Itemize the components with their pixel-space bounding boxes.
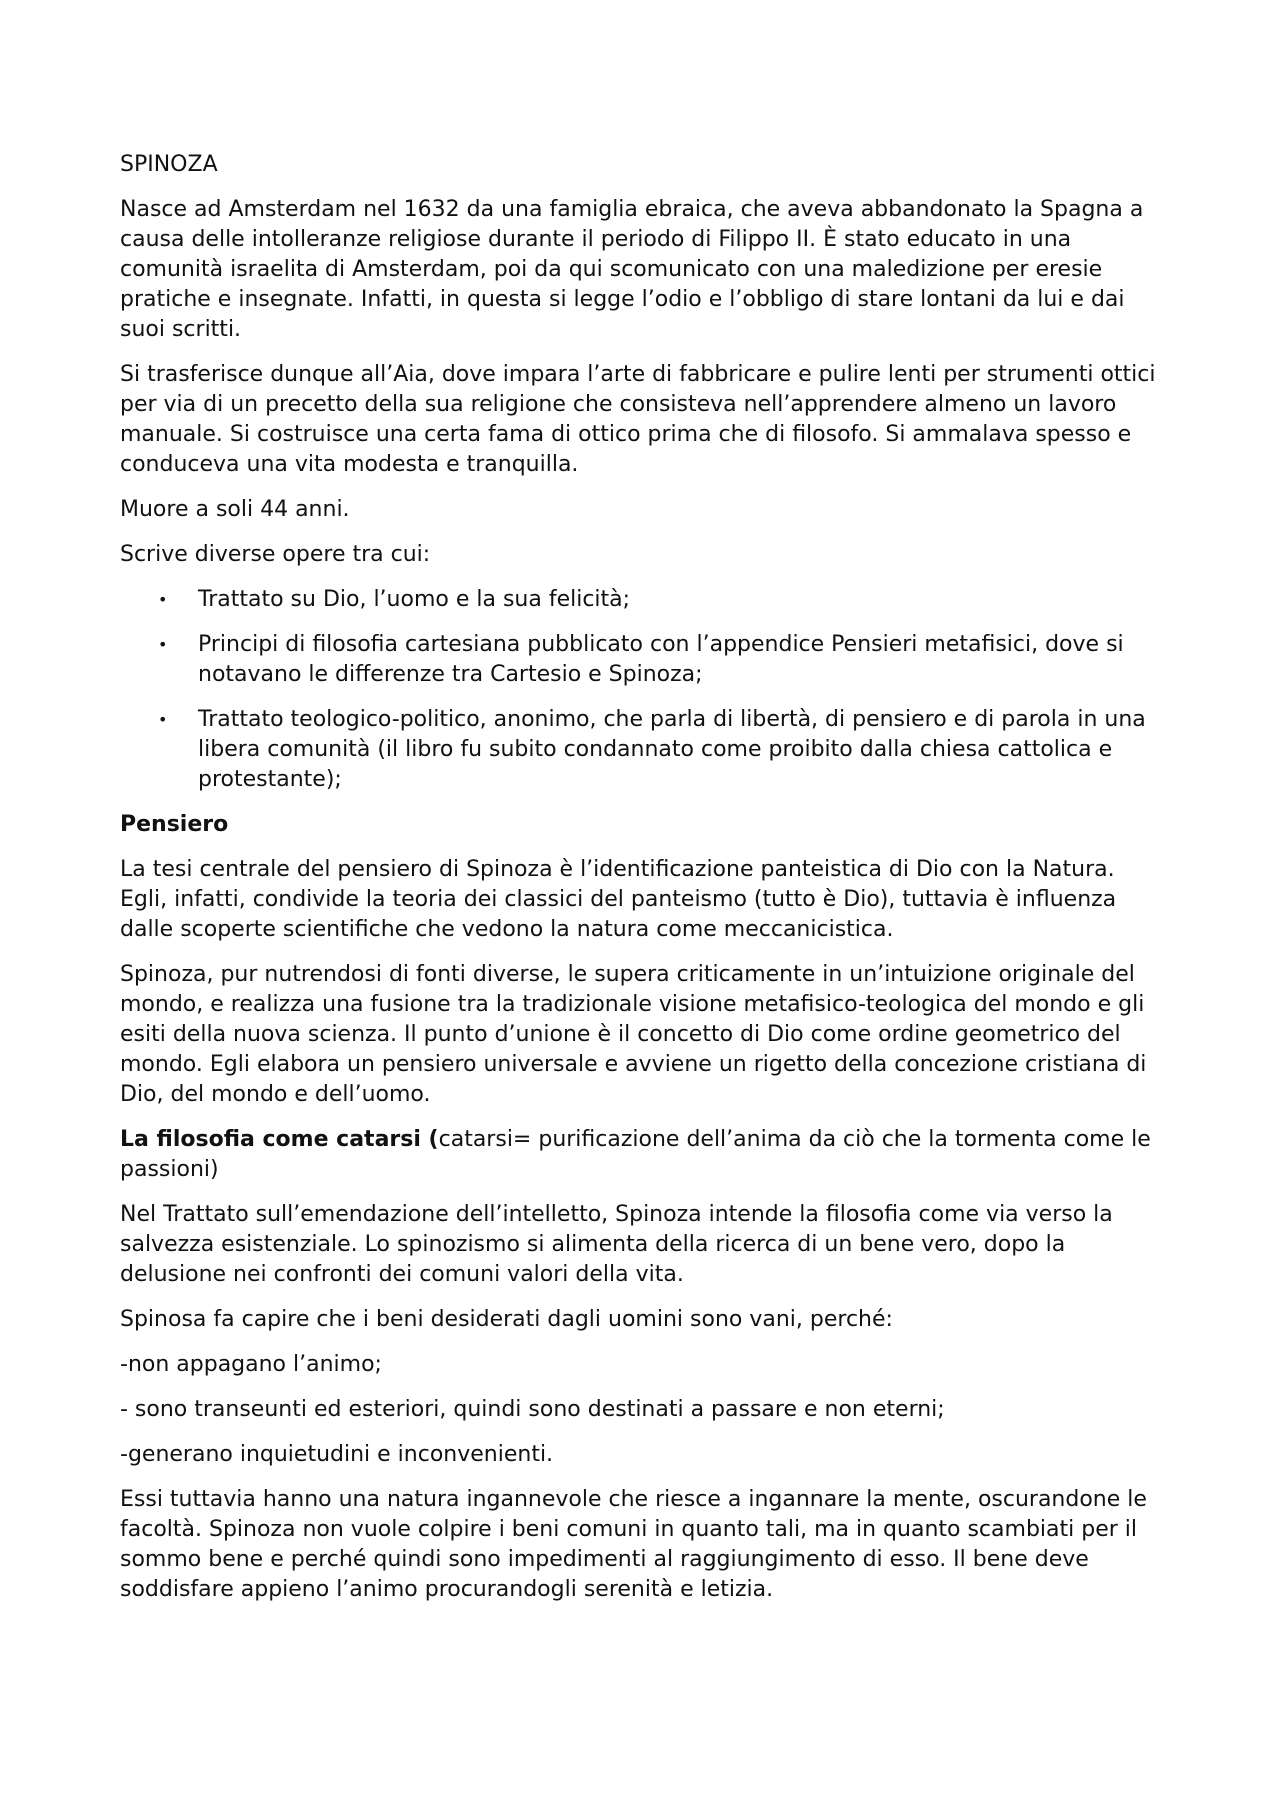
paragraph-catarsi-1: Nel Trattato sull’emendazione dell’intelletto, Spinoza intende la filosofia come via verso la salvezza esistenziale. Lo spinozismo si alimenta della ricerca di un bene vero, dopo la delusione nei confronti dei comuni valori della vita. (120, 1202, 1113, 1287)
list-item (120, 585, 1165, 615)
section-heading-catarsi-line (120, 1125, 1165, 1185)
list-item-text: Principi di filosofia cartesiana pubblicato con l’appendice Pensieri metafisici, dove si notavano le differenze tra Cartesio e Spinoza; (198, 632, 1124, 687)
bullet-icon: • (158, 590, 168, 609)
paragraph-death: Muore a soli 44 anni. (120, 497, 350, 522)
list-item (120, 705, 1165, 795)
paragraph-pensiero-1: La tesi centrale del pensiero di Spinoza è l’identificazione panteistica di Dio con la Natura. Egli, infatti, condivide la teoria dei classici del panteismo (tutto è Dio), tuttavia è influenza dalle scoperte scientifiche che vedono la natura come meccanicistica. (120, 857, 1117, 942)
document-page (120, 150, 1165, 1620)
section-heading-catarsi: La filosofia come catarsi ( (120, 1127, 439, 1152)
paragraph-catarsi-5: -generano inquietudini e inconvenienti. (120, 1442, 554, 1467)
list-item-text: Trattato teologico-politico, anonimo, che parla di libertà, di pensiero e di parola in una libera comunità (il libro fu subito condannato come proibito dalla chiesa cattolica e protestante); (198, 707, 1146, 792)
document-title: SPINOZA (120, 152, 218, 177)
section-heading-catarsi-note: catarsi= purificazione dell’anima da ciò che la tormenta come le passioni) (120, 1127, 1151, 1182)
list-item-text: Trattato su Dio, l’uomo e la sua felicità; (198, 587, 631, 612)
paragraph-catarsi-2: Spinosa fa capire che i beni desiderati dagli uomini sono vani, perché: (120, 1307, 893, 1332)
bullet-icon: • (158, 635, 168, 654)
paragraph-catarsi-3: -non appagano l’animo; (120, 1352, 382, 1377)
list-item (120, 630, 1165, 690)
section-heading-pensiero: Pensiero (120, 812, 229, 837)
works-list (120, 585, 1165, 795)
paragraph-catarsi-4: - sono transeunti ed esteriori, quindi sono destinati a passare e non eterni; (120, 1397, 945, 1422)
paragraph-catarsi-6: Essi tuttavia hanno una natura ingannevole che riesce a ingannare la mente, oscurandone le facoltà. Spinoza non vuole colpire i beni comuni in quanto tali, ma in quanto scambiati per il sommo bene e perché quindi sono impedimenti al raggiungimento di esso. Il bene deve soddisfare appieno l’animo procurandogli serenità e letizia. (120, 1487, 1147, 1602)
bullet-icon: • (158, 710, 168, 729)
paragraph-biography: Nasce ad Amsterdam nel 1632 da una famiglia ebraica, che aveva abbandonato la Spagna a causa delle intolleranze religiose durante il periodo di Filippo II. È stato educato in una comunità israelita di Amsterdam, poi da qui scomunicato con una maledizione per eresie pratiche e insegnate. Infatti, in questa si legge l’odio e l’obbligo di stare lontani da lui e dai suoi scritti. (120, 197, 1144, 342)
paragraph-works-intro: Scrive diverse opere tra cui: (120, 542, 431, 567)
paragraph-aia: Si trasferisce dunque all’Aia, dove impara l’arte di fabbricare e pulire lenti per strumenti ottici per via di un precetto della sua religione che consisteva nell’apprendere almeno un lavoro manuale. Si costruisce una certa fama di ottico prima che di filosofo. Si ammalava spesso e conduceva una vita modesta e tranquilla. (120, 362, 1156, 477)
paragraph-pensiero-2: Spinoza, pur nutrendosi di fonti diverse, le supera criticamente in un’intuizione originale del mondo, e realizza una fusione tra la tradizionale visione metafisico-teologica del mondo e gli esiti della nuova scienza. Il punto d’unione è il concetto di Dio come ordine geometrico del mondo. Egli elabora un pensiero universale e avviene un rigetto della concezione cristiana di Dio, del mondo e dell’uomo. (120, 962, 1147, 1107)
